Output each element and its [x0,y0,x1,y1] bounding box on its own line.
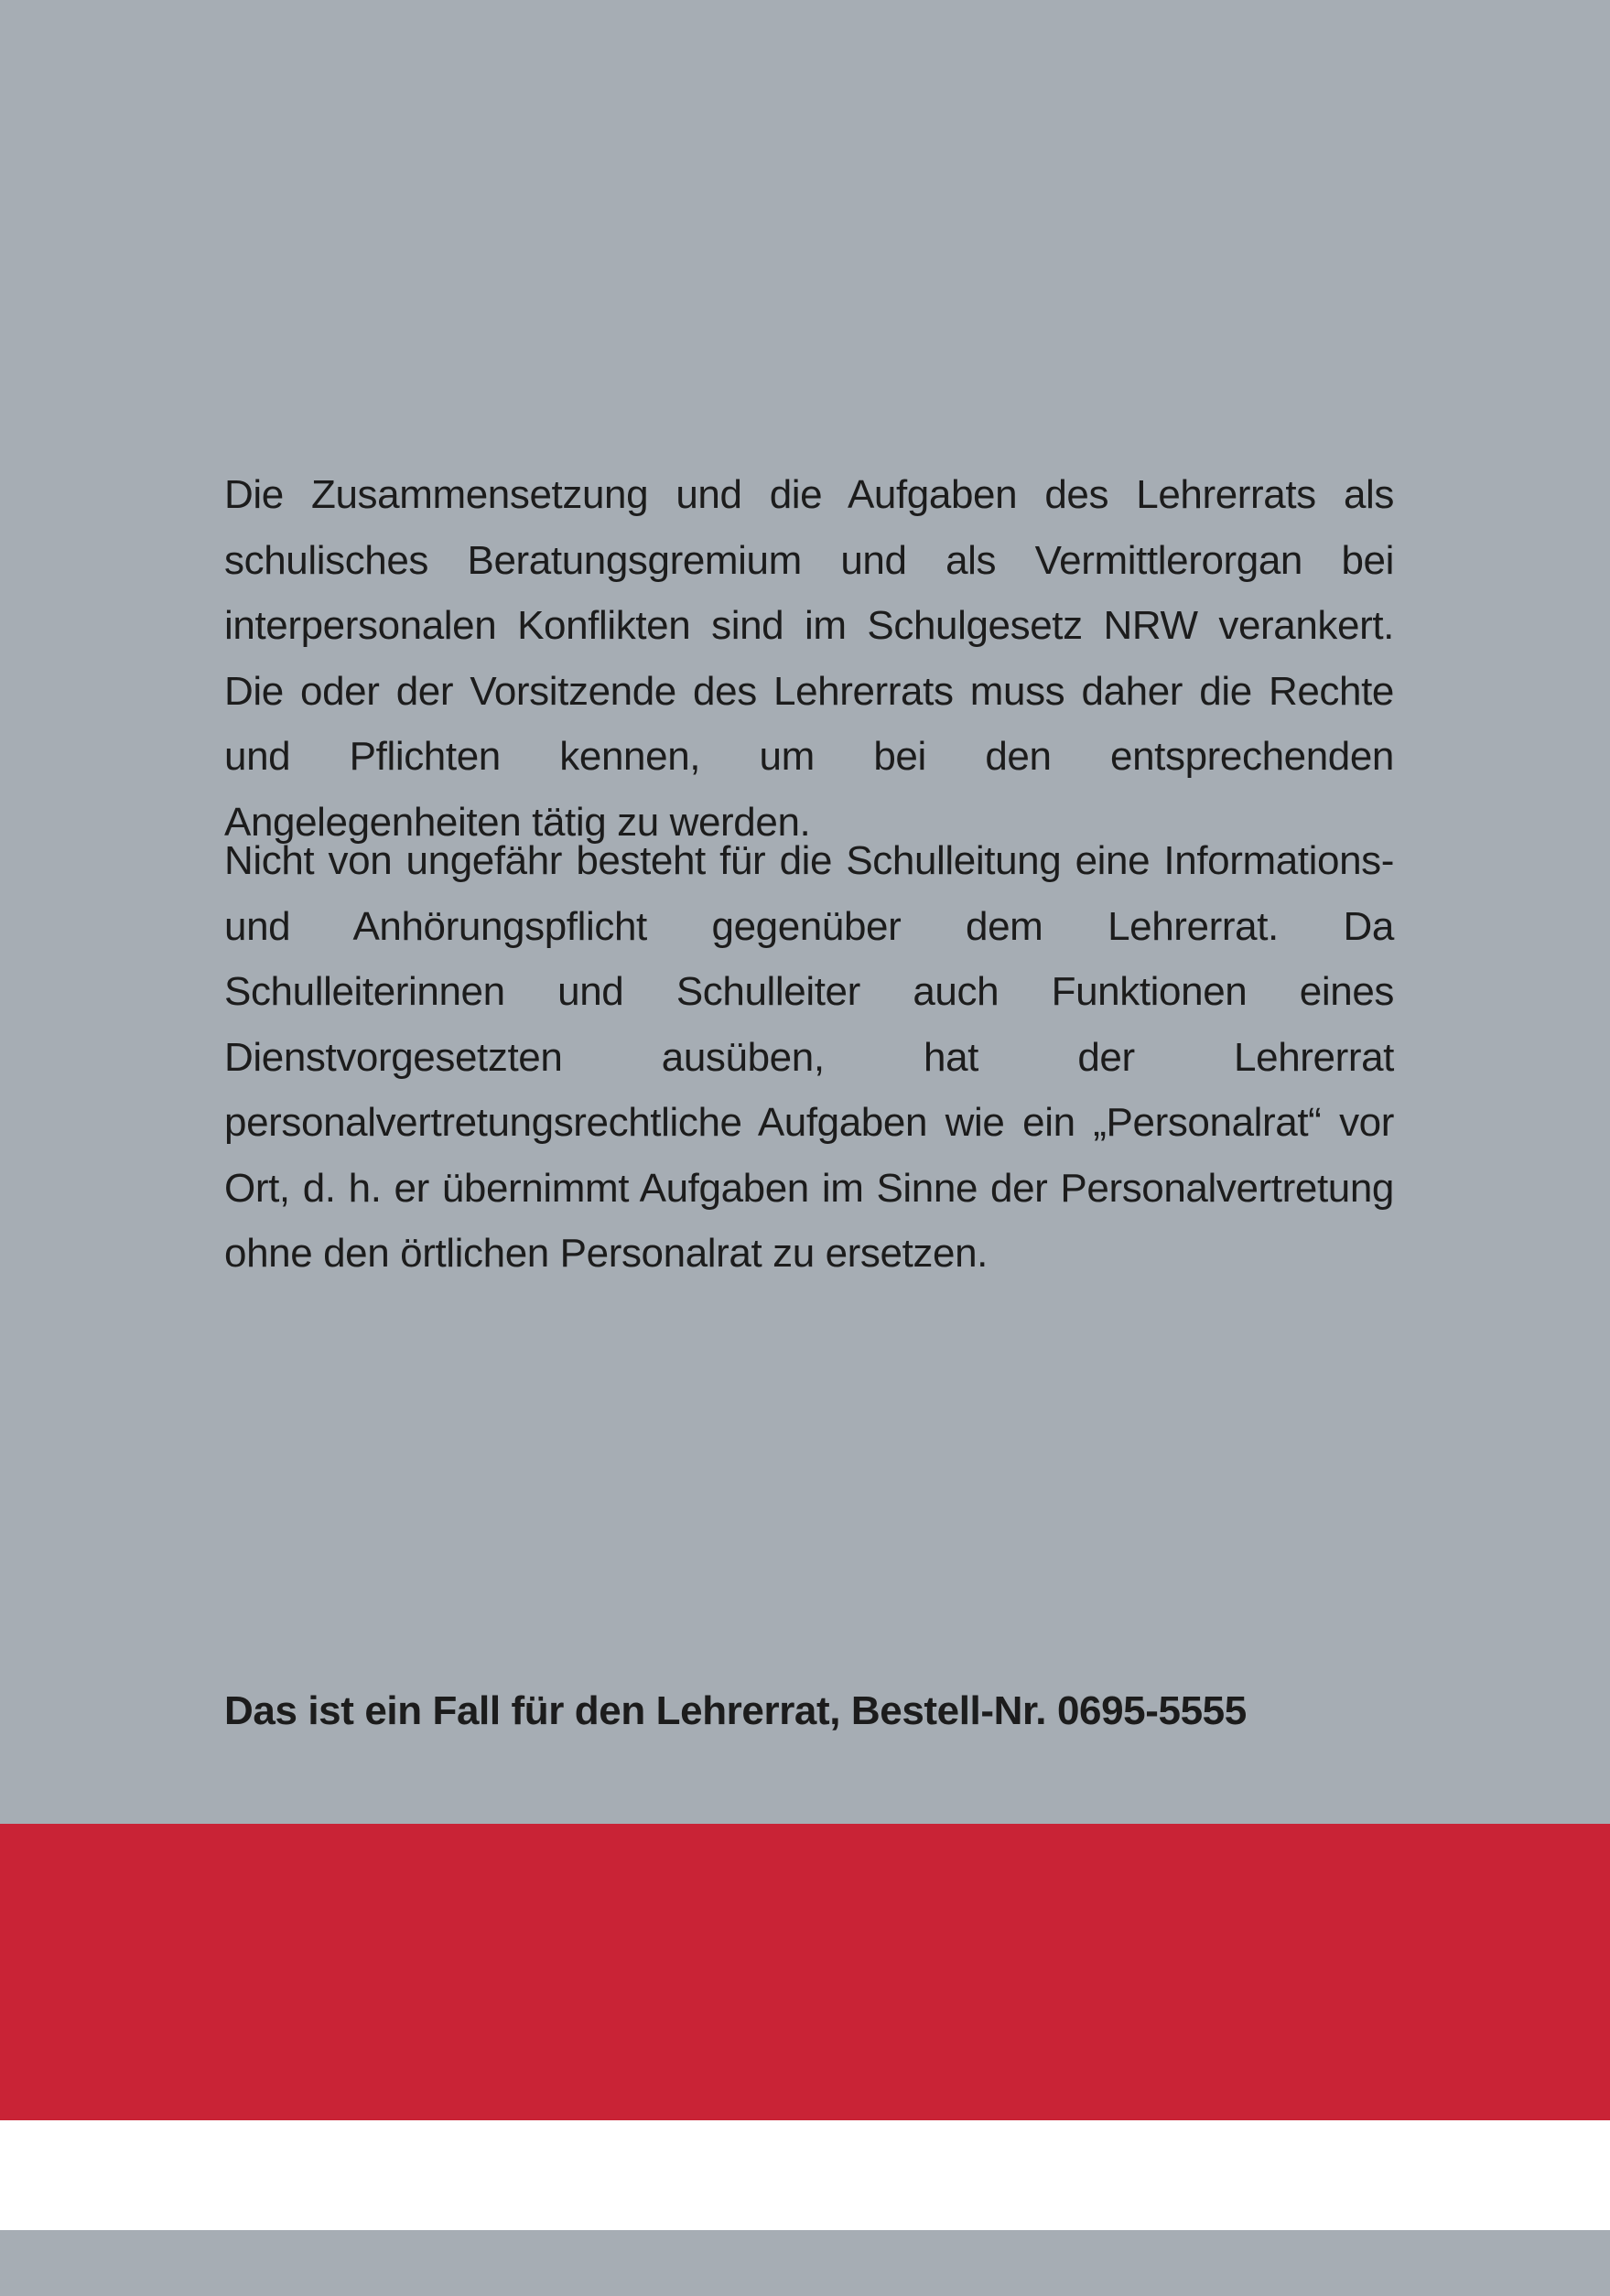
bottom-gray-strip [0,2230,1610,2296]
red-band [0,1824,1610,2120]
second-paragraph: Nicht von ungefähr besteht für die Schulleitung eine Informations- und Anhörungspflicht gegenüber dem Lehrerrat. Da Schulleiterinnen und Schulleiter auch Funktionen eines Dienstvorgesetzten ausüben, hat der Lehrerrat personalvertretungsrechtliche Aufgaben wie ein „Personalrat“ vor Ort, d. h. er übernimmt Aufgaben im Sinne der Personalvertretung ohne den örtlichen Personalrat zu ersetzen. [224,838,1394,1276]
white-band [0,2120,1610,2230]
order-number-line: Das ist ein Fall für den Lehrerrat, Bestell-Nr. 0695-5555 [224,1688,1247,1733]
intro-paragraph: Die Zusammensetzung und die Aufgaben des Lehrerrats als schulisches Beratungsgremium und als Vermittlerorgan bei interpersonalen Konflikten sind im Schulgesetz NRW verankert. Die oder der Vorsitzende des Lehrerrats muss daher die Rechte und Pflichten kennen, um bei den entsprechenden Angelegenheiten tätig zu werden. [224,472,1394,845]
